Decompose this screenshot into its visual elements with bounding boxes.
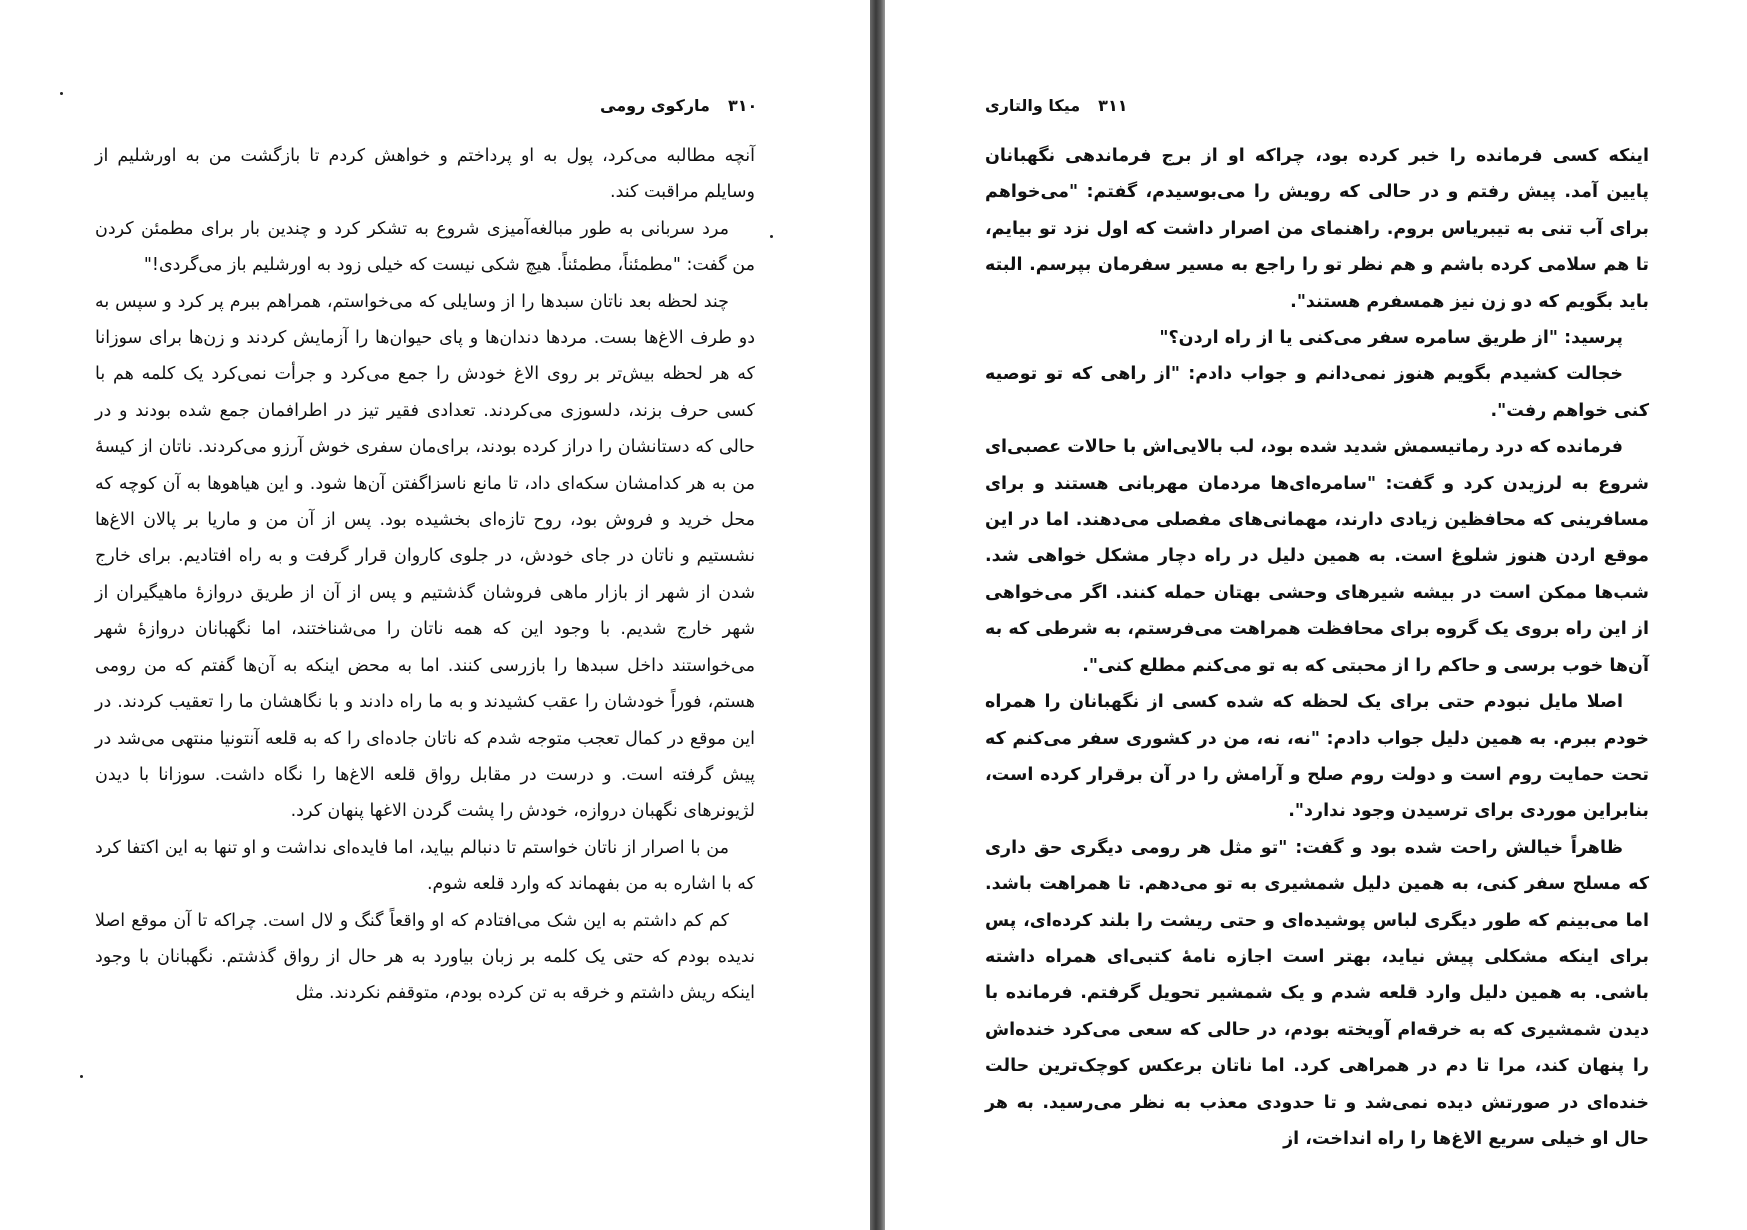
left-page-header (600, 96, 757, 126)
left-page (0, 0, 870, 1230)
scan-speck (60, 92, 63, 95)
right-paragraph-1: اینکه کسی فرمانده را خبر کرده بود، چراکه او از برج فرماندهی نگهبانان پایین آمد. پیش رفتم و در حالی که رویش را می‌بوسیدم، گفتم: "می‌خواهم برای آب تنی به تیبریاس بروم. راهنمای من اصرار داشت که اول نزد تو بیایم، تا هم سلامی کرده باشم و هم نظر تو را راجع به مسیر سفرمان بپرسم. البته باید بگویم که دو زن نیز همسفرم هستند". (985, 146, 1649, 312)
left-paragraph-3: چند لحظه بعد ناتان سبدها را از وسایلی که می‌خواستم، همراهم ببرم پر کرد و سپس به دو طرف الاغ‌ها بست. مردها دندان‌ها و پای حیوان‌ها را آزمایش کردند و زن‌ها برای سوزانا که هر لحظه بیش‌تر بر روی الاغ خودش را جمع می‌کرد و جرأت نمی‌کرد یک کلمه هم با کسی حرف بزند، دلسوزی می‌کردند. تعدادی فقیر تیز در اطرافمان جمع شده بودند و در حالی که دستانشان را دراز کرده بودند، برای‌مان سفری خوش آرزو می‌کردند. ناتان از کیسهٔ من به هر کدامشان سکه‌ای داد، تا مانع ناسزاگفتن آن‌ها شود. و این هیاهوها به آن کوچه که محل خرید و فروش بود، روح تازه‌ای بخشیده بود. پس از آن من و ماریا بر پالان الاغ‌ها نشستیم و ناتان در جای خودش، در جلوی کاروان قرار گرفت و به راه افتادیم. برای خارج شدن از شهر از بازار ماهی فروشان گذشتیم و پس از آن از طریق دروازهٔ ماهیگیران از شهر خارج شدیم. با وجود این که همه ناتان را می‌شناختند، اما نگهبانان دروازهٔ شهر می‌خواستند داخل سبدها را بازرسی کنند. اما به محض اینکه به آن‌ها گفتم که من رومی هستم، فوراً خودشان را عقب کشیدند و به ما راه دادند و با نگاهشان ما را تعقیب کردند. در این موقع در کمال تعجب متوجه شدم که ناتان جاده‌ای را که به قلعه آنتونیا منتهی می‌شد در پیش گرفته است. و درست در مقابل رواق قلعه الاغ‌ها را نگاه داشت. سوزانا با دیدن لژیونرهای نگهبان دروازه، خودش را پشت گردن الاغها پنهان کرد. (95, 291, 755, 822)
right-paragraph-5: اصلا مایل نبودم حتی برای یک لحظه که شده کسی از نگهبانان را همراه خودم ببرم. به همین دلیل جواب دادم: "نه، نه، من در کشوری سفر می‌کنم که تحت حمایت روم است و دولت روم صلح و آرامش را در آن برقرار کرده است، بنابراین موردی برای ترسیدن وجود ندارد". (985, 692, 1649, 822)
left-paragraph-5: کم کم داشتم به این شک می‌افتادم که او واقعاً گنگ و لال است. چراکه تا آن موقع اصلا ندیده بودم که حتی یک کلمه بر زبان بیاورد به هر حال از رواق گذشتم. نگهبانان با وجود اینکه ریش داشتم و خرقه به تن کرده بودم، متوقفم نکردند. مثل (95, 910, 755, 1004)
right-running-head: میکا والتاری (985, 96, 1081, 115)
right-paragraph-3: خجالت کشیدم بگویم هنوز نمی‌دانم و جواب دادم: "از راهی که تو توصیه کنی خواهم رفت". (985, 364, 1649, 421)
left-paragraph-2: مرد سربانی به طور مبالغه‌آمیزی شروع به تشکر کرد و چندین بار برای مطمئن کردن من گفت: "مطمئناً، مطمئناً. هیچ شکی نیست که خیلی زود به اورشلیم باز می‌گردی!" (95, 218, 755, 276)
book-gutter (870, 0, 885, 1230)
left-page-number: ۳۱۰ (727, 96, 758, 115)
right-page-body (985, 138, 1649, 1157)
left-paragraph-4: من با اصرار از ناتان خواستم تا دنبالم بیاید، اما فایده‌ای نداشت و او تنها به این اکتفا کرد که با اشاره به من بفهماند که وارد قلعه شوم. (95, 837, 755, 895)
left-running-head: مارکوی رومی (600, 96, 710, 115)
right-page-number: ۳۱۱ (1098, 96, 1128, 115)
right-paragraph-2: پرسید: "از طریق سامره سفر می‌کنی یا از راه اردن؟" (1159, 328, 1623, 349)
scan-speck (770, 235, 773, 238)
right-paragraph-4: فرمانده که درد رماتیسمش شدید شده بود، لب بالایی‌اش با حالات عصبی‌ای شروع به لرزیدن کرد و گفت: "سامره‌ای‌ها مردمان مهربانی هستند و برای مسافرینی که محافظین زیادی دارند، مهمانی‌های مفصلی می‌دهند. اما در این موقع اردن هنوز شلوغ است. به همین دلیل در راه دچار مشکل خواهی شد. شب‌ها ممکن است در بیشه شیرهای وحشی بهتان حمله کنند. اگر می‌خواهی از این راه بروی یک گروه برای محافظت همراهت می‌فرستم، به شرطی که به آن‌ها خوب برسی و حاکم را از محبتی که به تو می‌کنم مطلع کنی". (985, 437, 1649, 676)
left-page-body (95, 138, 755, 1012)
left-paragraph-1: آنچه مطالبه می‌کرد، پول به او پرداختم و خواهش کردم تا بازگشت من به اورشلیم از وسایلم مراقبت کند. (95, 146, 755, 203)
right-page (885, 0, 1747, 1230)
scan-speck (80, 1075, 83, 1078)
right-paragraph-6: ظاهراً خیالش راحت شده بود و گفت: "تو مثل هر رومی دیگری حق داری که مسلح سفر کنی، به همین دلیل شمشیری به تو می‌دهم. تا همراهت باشد. اما می‌بینم که طور دیگری لباس پوشیده‌ای و حتی ریشت را بلند کرده‌ای، پس برای اینکه مشکلی پیش نیاید، بهتر است اجازه نامهٔ کتبی‌ای همراه داشته باشی. به همین دلیل وارد قلعه شدم و یک شمشیر تحویل گرفتم. فرمانده با دیدن شمشیری که به خرقه‌ام آویخته بودم، در حالی که سعی می‌کرد خنده‌اش را پنهان کند، مرا تا دم در همراهی کرد. اما ناتان برعکس کوچک‌ترین حالت خنده‌ای در صورتش دیده نمی‌شد و تا حدودی معذب به نظر می‌رسید. به هر حال او خیلی سریع الاغ‌ها را راه انداخت، از (985, 837, 1649, 1149)
right-page-header (985, 96, 1127, 126)
